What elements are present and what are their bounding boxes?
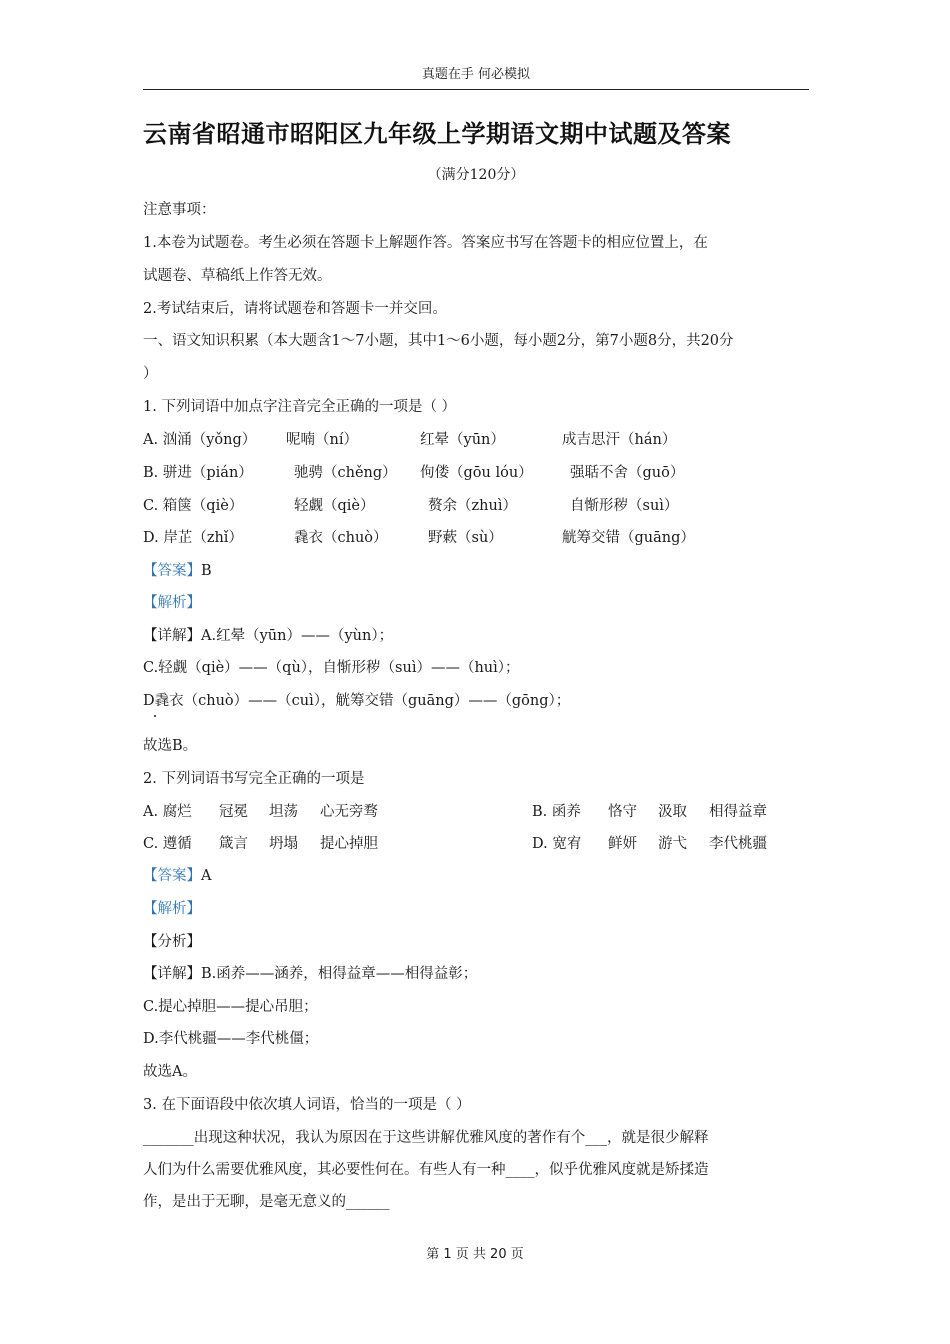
q2-conclusion: 故选A。 xyxy=(143,1064,197,1080)
q1-stem: 1. 下列词语中加点字注音完全正确的一项是（ ） xyxy=(143,399,457,415)
page-footer: 第 1 页 共 20 页 xyxy=(426,1247,524,1262)
note-1-line-2: 试题卷、草稿纸上作答无效。 xyxy=(143,268,332,284)
q2-c-2: 箴言 xyxy=(219,836,248,852)
q1-conclusion: 故选B。 xyxy=(143,738,198,754)
q2-d-3: 游弋 xyxy=(658,836,687,852)
q2-option-row-1 xyxy=(143,800,809,822)
note-2: 2.考试结束后，请将试题卷和答题卡一并交回。 xyxy=(143,301,447,317)
q2-detail-2: C.提心掉胆——提心吊胆； xyxy=(143,999,318,1015)
q1-answer-value: B xyxy=(201,563,212,579)
q2-a-2: 冠冕 xyxy=(219,804,248,820)
answer-label: 【答案】 xyxy=(143,563,201,579)
note-1-line-1: 1.本卷为试题卷。考生必须在答题卡上解题作答。答案应书写在答题卡的相应位置上，在 xyxy=(143,235,708,251)
q1-a-4: 成吉思汗（hán） xyxy=(562,432,677,448)
q1-a-3: 红晕（yūn） xyxy=(420,432,505,448)
page-header: 真题在手 何必模拟 xyxy=(143,62,809,90)
q2-c-3: 坍塌 xyxy=(269,836,298,852)
emphasis-dot xyxy=(154,715,156,717)
q1-d-1: D. 岸芷（zhǐ） xyxy=(143,530,243,546)
q2-d-2: 鲜妍 xyxy=(608,836,637,852)
q1-d-4: 觥筹交错（guāng） xyxy=(562,530,695,546)
q1-detail-1: 【详解】A.红晕（yūn）——（yùn）； xyxy=(143,628,394,644)
q1-d-3: 野蔌（sù） xyxy=(428,530,503,546)
q1-a-2: 呢喃（ní） xyxy=(286,432,358,448)
q1-analysis-label: 【解析】 xyxy=(143,595,201,611)
q2-b-4: 相得益章 xyxy=(709,804,767,820)
q1-a-1: A. 汹涌（yǒng） xyxy=(143,432,257,448)
q1-option-c xyxy=(143,494,809,516)
q1-c-1: C. 箱箧（qiè） xyxy=(143,498,244,514)
q2-detail-1: 【详解】B.函养——涵养，相得益章——相得益彰； xyxy=(143,966,478,982)
q2-fenxi-label: 【分析】 xyxy=(143,934,201,950)
answer-label: 【答案】 xyxy=(143,868,201,884)
q2-d-1: D. 宽宥 xyxy=(532,836,582,852)
q2-c-1: C. 遵循 xyxy=(143,836,192,852)
q3-passage-line-2: 人们为什么需要优雅风度，其必要性何在。有些人有一种____，似乎优雅风度就是矫揉造 xyxy=(143,1162,709,1178)
q1-c-3: 赘余（zhuì） xyxy=(428,498,517,514)
q1-option-d xyxy=(143,526,809,548)
q2-c-4: 提心掉胆 xyxy=(320,836,378,852)
q1-c-4: 自惭形秽（suì） xyxy=(570,498,679,514)
notes-heading: 注意事项： xyxy=(143,202,216,218)
q3-stem: 3. 在下面语段中依次填人词语，恰当的一项是（ ） xyxy=(143,1097,471,1113)
q3-passage-line-1: _______出现这种状况，我认为原因在于这些讲解优雅风度的著作有个___，就是很少解释 xyxy=(143,1130,709,1146)
q2-answer xyxy=(143,864,211,885)
full-score: （满分120分） xyxy=(427,167,525,183)
q2-b-2: 恪守 xyxy=(608,804,637,820)
q2-analysis-label: 【解析】 xyxy=(143,901,201,917)
q1-b-2: 驰骋（chěng） xyxy=(294,465,397,481)
q2-answer-value: A xyxy=(201,868,212,884)
q2-b-3: 汲取 xyxy=(658,804,687,820)
q1-detail-3: D毳衣（chuò）——（cuì），觥筹交错（guāng）——（gōng）； xyxy=(143,693,571,709)
q2-d-4: 李代桃疆 xyxy=(709,836,767,852)
q1-b-3: 佝偻（gōu lóu） xyxy=(420,465,533,481)
q2-a-3: 坦荡 xyxy=(269,804,298,820)
q1-option-b xyxy=(143,461,809,483)
q1-detail-2: C.轻觑（qiè）——（qù），自惭形秽（suì）——（huì）； xyxy=(143,660,520,676)
q1-d-2: 毳衣（chuò） xyxy=(294,530,388,546)
q1-b-1: B. 骈进（pián） xyxy=(143,465,253,481)
q1-c-2: 轻觑（qiè） xyxy=(294,498,375,514)
q2-option-row-2 xyxy=(143,832,809,854)
q1-answer xyxy=(143,559,212,580)
q1-option-a xyxy=(143,428,809,450)
q2-b-1: B. 函养 xyxy=(532,804,581,820)
q2-a-1: A. 腐烂 xyxy=(143,804,192,820)
section-1-heading-end: ） xyxy=(143,366,158,382)
q1-b-4: 强聒不舍（guō） xyxy=(570,465,685,481)
q2-detail-3: D.李代桃疆——李代桃僵； xyxy=(143,1031,319,1047)
q3-passage-line-3: 作，是出于无聊，是毫无意义的______ xyxy=(143,1194,390,1210)
section-1-heading: 一、语文知识积累（本大题含1～7小题，其中1～6小题，每小题2分，第7小题8分，共20分 xyxy=(143,333,734,349)
q2-stem: 2. 下列词语书写完全正确的一项是 xyxy=(143,771,365,787)
q2-a-4: 心无旁骛 xyxy=(320,804,378,820)
document-title: 云南省昭通市昭阳区九年级上学期语文期中试题及答案 xyxy=(143,120,731,148)
